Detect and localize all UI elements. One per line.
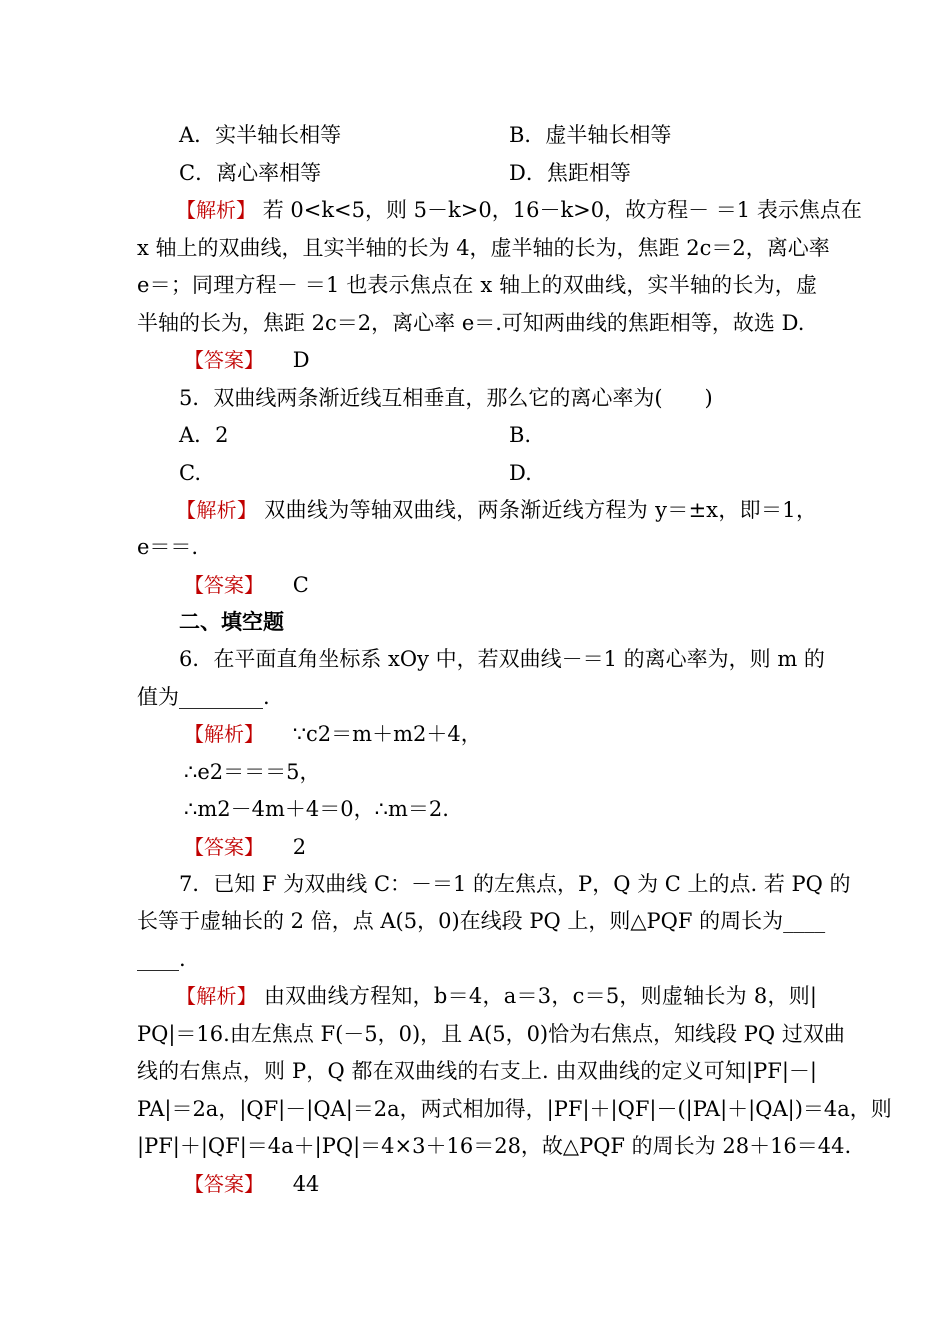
q6-analysis-line-2: ∴e2＝＝＝5， — [184, 760, 321, 784]
q4-option-c: C．离心率相等 — [179, 161, 322, 185]
q7-answer-value: 44 — [292, 1172, 320, 1196]
q5-analysis-line-1 — [176, 492, 817, 529]
q7-stem-line-3: ____. — [137, 947, 186, 971]
q7-analysis-line-4: PA|＝2a，|QF|－|QA|＝2a，两式相加得，|PF|＋|QF|－(|PA|＋|QA|)＝4a，则 — [137, 1097, 892, 1121]
q6-stem-line-2: 值为________. — [137, 685, 270, 709]
q5-option-d: D. — [509, 461, 532, 485]
q7-analysis-line-5: |PF|＋|QF|＝4a＋|PQ|＝4×3＋16＝28，故△PQF 的周长为 28＋16＝44. — [137, 1134, 852, 1158]
q7-analysis-line-3: 线的右焦点，则 P，Q 都在双曲线的右支上. 由双曲线的定义可知|PF|－| — [137, 1059, 817, 1083]
q6-analysis-text-1: ∵c2＝m＋m2＋4， — [292, 722, 482, 746]
q4-options-row-1 — [179, 117, 817, 154]
q4-analysis-tag: 【解析】 — [176, 198, 256, 222]
q5-stem: 5．双曲线两条渐近线互相垂直，那么它的离心率为( ) — [179, 386, 713, 410]
q5-options-row-2 — [179, 455, 817, 492]
q5-answer-value: C — [292, 573, 309, 597]
section-heading: 二、填空题 — [179, 610, 284, 634]
q4-option-d: D．焦距相等 — [509, 161, 631, 185]
q7-analysis-tag: 【解析】 — [176, 984, 257, 1008]
q4-answer-tag: 【答案】 — [184, 348, 264, 372]
q7-answer-tag: 【答案】 — [184, 1172, 264, 1196]
q5-analysis-tag: 【解析】 — [176, 498, 258, 522]
q7-answer-line — [184, 1166, 864, 1203]
q4-option-a: A．实半轴长相等 — [179, 123, 342, 147]
q4-analysis-line-4: 半轴的长为，焦距 2c＝2，离心率 e＝.可知两曲线的焦距相等，故选 D. — [137, 311, 805, 335]
q4-analysis-text-1: 若 0<k<5，则 5－k>0，16－k>0，故方程－ ＝1 表示焦点在 — [262, 198, 862, 222]
q5-analysis-text-1: 双曲线为等轴双曲线，两条渐近线方程为 y＝±x，即＝1， — [264, 498, 817, 522]
q5-analysis-line-2: e＝＝. — [137, 535, 199, 559]
q6-answer-tag: 【答案】 — [184, 835, 264, 859]
q7-stem-line-2: 长等于虚轴长的 2 倍，点 A(5，0)在线段 PQ 上，则△PQF 的周长为____ — [137, 909, 826, 933]
q5-answer-line — [184, 567, 864, 604]
q6-analysis-line-3: ∴m2－4m＋4＝0，∴m＝2. — [184, 797, 449, 821]
q4-answer-value: D — [292, 348, 310, 372]
q6-analysis-tag: 【解析】 — [184, 722, 264, 746]
q4-analysis-line-3: e＝；同理方程－ ＝1 也表示焦点在 x 轴上的双曲线，实半轴的长为，虚 — [137, 273, 817, 297]
q6-analysis-line-1 — [184, 716, 864, 753]
q6-answer-value: 2 — [292, 835, 307, 859]
q4-options-row-2 — [179, 155, 817, 192]
q4-option-b: B．虚半轴长相等 — [509, 123, 672, 147]
q6-stem-line-1: 6．在平面直角坐标系 xOy 中，若双曲线－＝1 的离心率为，则 m 的 — [179, 647, 825, 671]
q4-answer-line — [184, 342, 864, 379]
q7-analysis-line-2: PQ|＝16.由左焦点 F(－5，0)，且 A(5，0)恰为右焦点，知线段 PQ 过双曲 — [137, 1022, 845, 1046]
q5-answer-tag: 【答案】 — [184, 573, 264, 597]
q7-stem-line-1: 7．已知 F 为双曲线 C：－＝1 的左焦点，P，Q 为 C 上的点. 若 PQ 的 — [179, 872, 851, 896]
q4-analysis-line-2: x 轴上的双曲线，且实半轴的长为 4，虚半轴的长为，焦距 2c＝2，离心率 — [137, 236, 830, 260]
q7-analysis-line-1 — [176, 978, 817, 1015]
q4-analysis-line-1 — [176, 192, 862, 229]
q5-option-a: A．2 — [179, 423, 229, 447]
q7-analysis-text-1: 由双曲线方程知，b＝4，a＝3，c＝5，则虚轴长为 8，则| — [263, 984, 818, 1008]
q5-option-c: C. — [179, 461, 201, 485]
q5-option-b: B. — [509, 423, 532, 447]
q5-options-row-1 — [179, 417, 817, 454]
q6-answer-line — [184, 829, 864, 866]
